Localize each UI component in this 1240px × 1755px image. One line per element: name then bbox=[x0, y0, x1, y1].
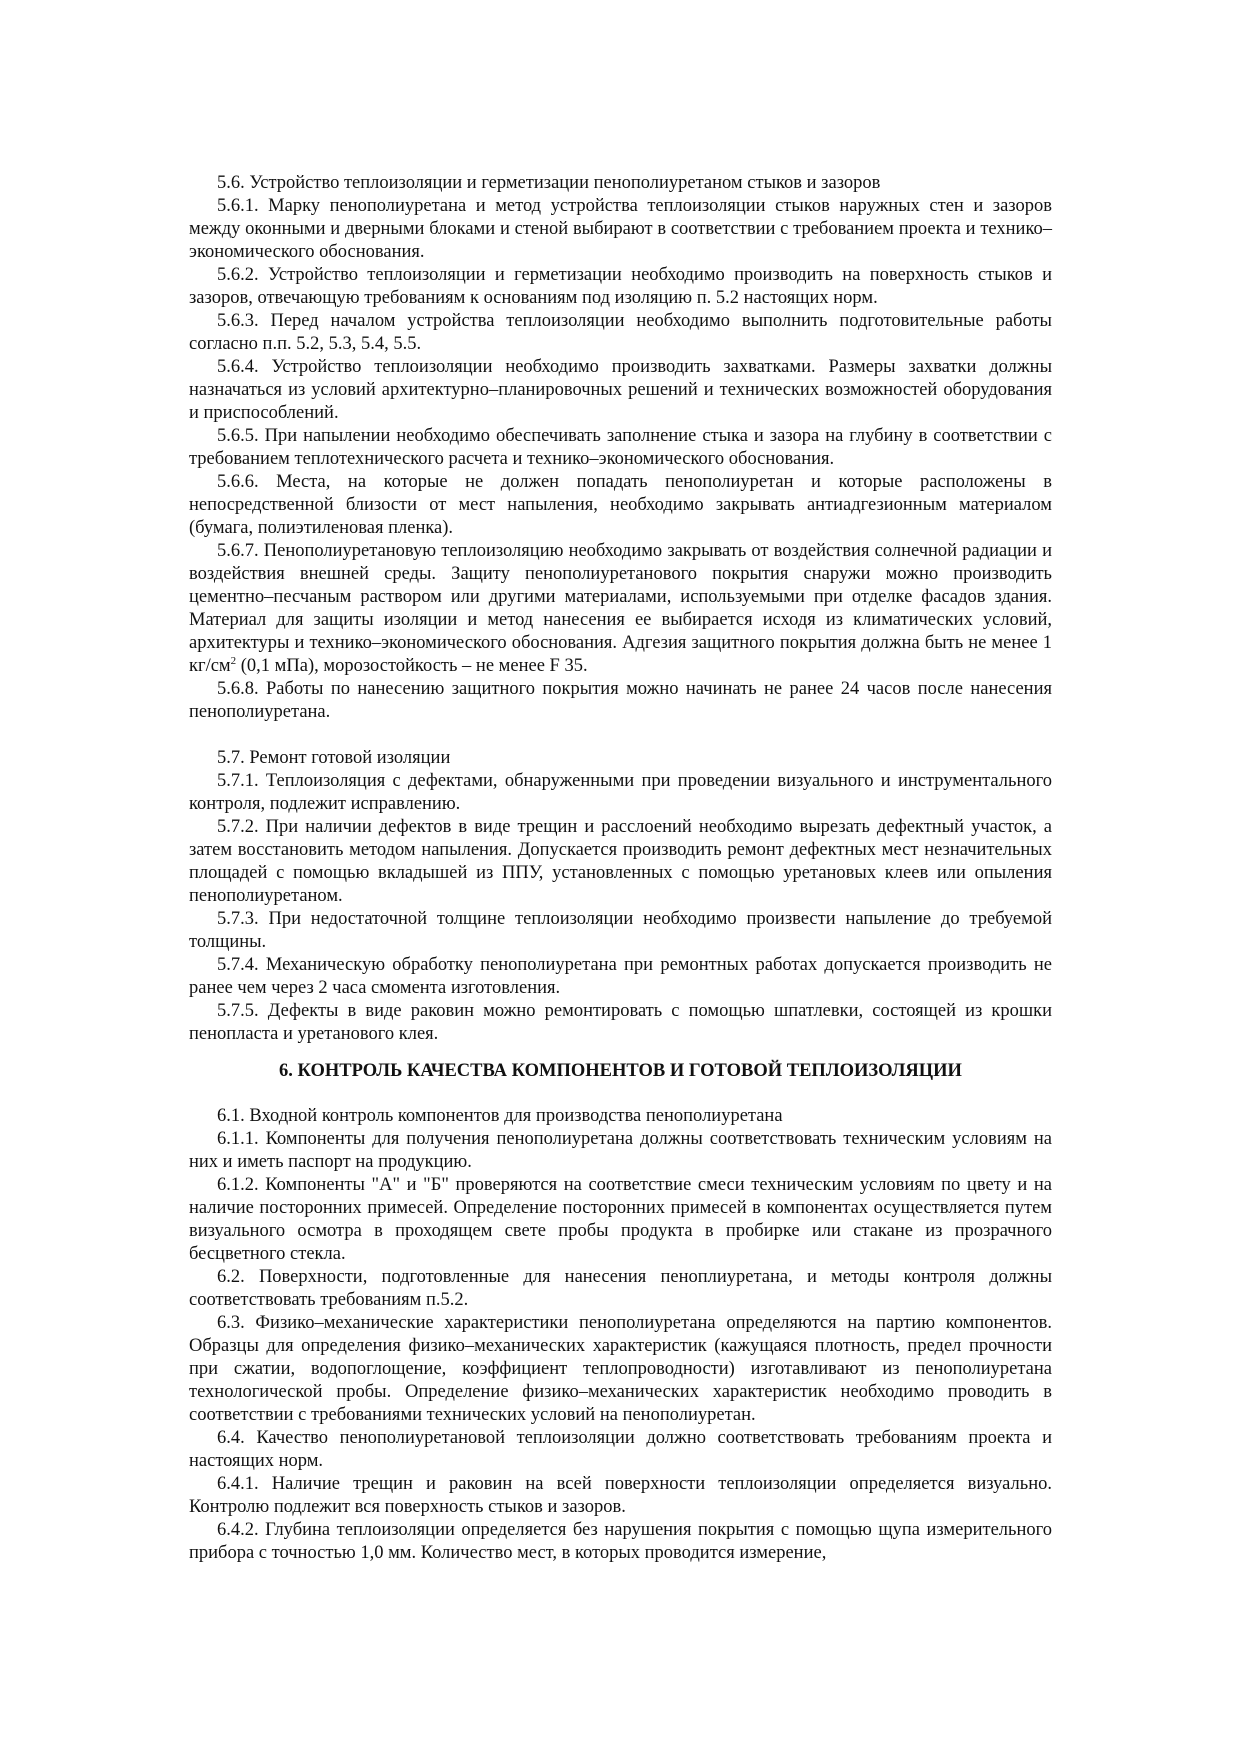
paragraph-6-3: 6.3. Физико–механические характеристики пенополиуретана определяются на партию компонентов. Образцы для определения физико–механических характеристик (кажущаяся плотность, предел прочности при сжатии, водопоглощение, коэффициент теплопроводности) изготавливают из пенополиуретана технологической пробы. Определение физико–механических характеристик необходимо проводить в соответствии с требованиями технических условий на пенополиуретан. bbox=[189, 1313, 1052, 1425]
paragraph-6-2: 6.2. Поверхности, подготовленные для нанесения пеноплиуретана, и методы контроля должны соответствовать требованиям п.5.2. bbox=[189, 1267, 1052, 1310]
paragraph-6-1-1: 6.1.1. Компоненты для получения пенополиуретана должны соответствовать техническим условиям на них и иметь паспорт на продукцию. bbox=[189, 1129, 1052, 1172]
paragraph-5-6-4: 5.6.4. Устройство теплоизоляции необходимо производить захватками. Размеры захватки должны назначаться из условий архитектурно–планировочных решений и технических возможностей оборудования и приспособлений. bbox=[189, 357, 1052, 423]
paragraph-5-7-2: 5.7.2. При наличии дефектов в виде трещин и расслоений необходимо вырезать дефектный участок, а затем восстановить методом напыления. Допускается производить ремонт дефектных мест незначительных площадей с помощью вкладышей из ППУ, установленных с помощью уретановых клеев или опыления пенополиуретаном. bbox=[189, 817, 1052, 906]
paragraph-6-4: 6.4. Качество пенополиуретановой теплоизоляции должно соответствовать требованиям проекта и настоящих норм. bbox=[189, 1428, 1052, 1471]
paragraph-6-4-2: 6.4.2. Глубина теплоизоляции определяется без нарушения покрытия с помощью щупа измерительного прибора с точностью 1,0 мм. Количество мест, в которых проводится измерение, bbox=[189, 1520, 1052, 1563]
spacer bbox=[189, 724, 1052, 747]
paragraph-5-7-4: 5.7.4. Механическую обработку пенополиуретана при ремонтных работах допускается производить не ранее чем через 2 часа смомента изготовления. bbox=[189, 955, 1052, 998]
paragraph-5-6-3: 5.6.3. Перед началом устройства теплоизоляции необходимо выполнить подготовительные работы согласно п.п. 5.2, 5.3, 5.4, 5.5. bbox=[189, 311, 1052, 354]
section-6-heading: 6. КОНТРОЛЬ КАЧЕСТВА КОМПОНЕНТОВ И ГОТОВОЙ ТЕПЛОИЗОЛЯЦИИ bbox=[279, 1061, 962, 1081]
paragraph-5-6-7-text-b: (0,1 мПа), морозостойкость – не менее F 35. bbox=[236, 656, 588, 676]
paragraph-5-7-1: 5.7.1. Теплоизоляция с дефектами, обнаруженными при проведении визуального и инструментального контроля, подлежит исправлению. bbox=[189, 771, 1052, 814]
paragraph-6-4-1: 6.4.1. Наличие трещин и раковин на всей поверхности теплоизоляции определяется визуально. Контролю подлежит вся поверхность стыков и зазоров. bbox=[189, 1474, 1052, 1517]
paragraph-5-7-3: 5.7.3. При недостаточной толщине теплоизоляции необходимо произвести напыление до требуемой толщины. bbox=[189, 909, 1052, 952]
paragraph-5-6-7-text-a: 5.6.7. Пенополиуретановую теплоизоляцию необходимо закрывать от воздействия солнечной радиации и воздействия внешней среды. Защиту пенополиуретанового покрытия снаружи можно производить цементно–песчаным раствором или другими материалами, используемыми при отделке фасадов здания. Материал для защиты изоляции и метод нанесения ее выбирается исходя из климатических условий, архитектуры и технико–экономического обоснования. Адгезия защитного покрытия должна быть не менее 1 кг/см bbox=[189, 541, 1052, 676]
paragraph-6-1-2: 6.1.2. Компоненты "А" и "Б" проверяются на соответствие смеси техническим условиям по цвету и на наличие посторонних примесей. Определение посторонних примесей в компонентах осуществляется путем визуального осмотра в проходящем свете пробы продукта в пробирке или стакане из прозрачного бесцветного стекла. bbox=[189, 1175, 1052, 1264]
paragraph-5-6-7 bbox=[189, 540, 1052, 678]
spacer bbox=[189, 1083, 1052, 1105]
spacer bbox=[189, 1046, 1052, 1060]
section-5-6-title: 5.6. Устройство теплоизоляции и герметизации пенополиуретаном стыков и зазоров bbox=[217, 173, 881, 193]
paragraph-6-1: 6.1. Входной контроль компонентов для производства пенополиуретана bbox=[217, 1106, 783, 1126]
paragraph-5-6-8: 5.6.8. Работы по нанесению защитного покрытия можно начинать не ранее 24 часов после нанесения пенополиуретана. bbox=[189, 679, 1052, 722]
paragraph-5-6-2: 5.6.2. Устройство теплоизоляции и герметизации необходимо производить на поверхность стыков и зазоров, отвечающую требованиям к основаниям под изоляцию п. 5.2 настоящих норм. bbox=[189, 265, 1052, 308]
superscript-2: 2 bbox=[230, 654, 237, 667]
paragraph-5-6-6: 5.6.6. Места, на которые не должен попадать пенополиуретан и которые расположены в непосредственной близости от мест напыления, необходимо закрывать антиадгезионным материалом (бумага, полиэтиленовая пленка). bbox=[189, 472, 1052, 538]
paragraph-5-6-5: 5.6.5. При напылении необходимо обеспечивать заполнение стыка и зазора на глубину в соответствии с требованием теплотехнического расчета и технико–экономического обоснования. bbox=[189, 426, 1052, 469]
paragraph-5-7-5: 5.7.5. Дефекты в виде раковин можно ремонтировать с помощью шпатлевки, состоящей из крошки пенопласта и уретанового клея. bbox=[189, 1001, 1052, 1044]
paragraph-5-6-1: 5.6.1. Марку пенополиуретана и метод устройства теплоизоляции стыков наружных стен и зазоров между оконными и дверными блоками и стеной выбирают в соответствии с требованием проекта и технико–экономического обоснования. bbox=[189, 196, 1052, 262]
document-page bbox=[189, 172, 1052, 1565]
section-5-7-title: 5.7. Ремонт готовой изоляции bbox=[217, 748, 451, 768]
